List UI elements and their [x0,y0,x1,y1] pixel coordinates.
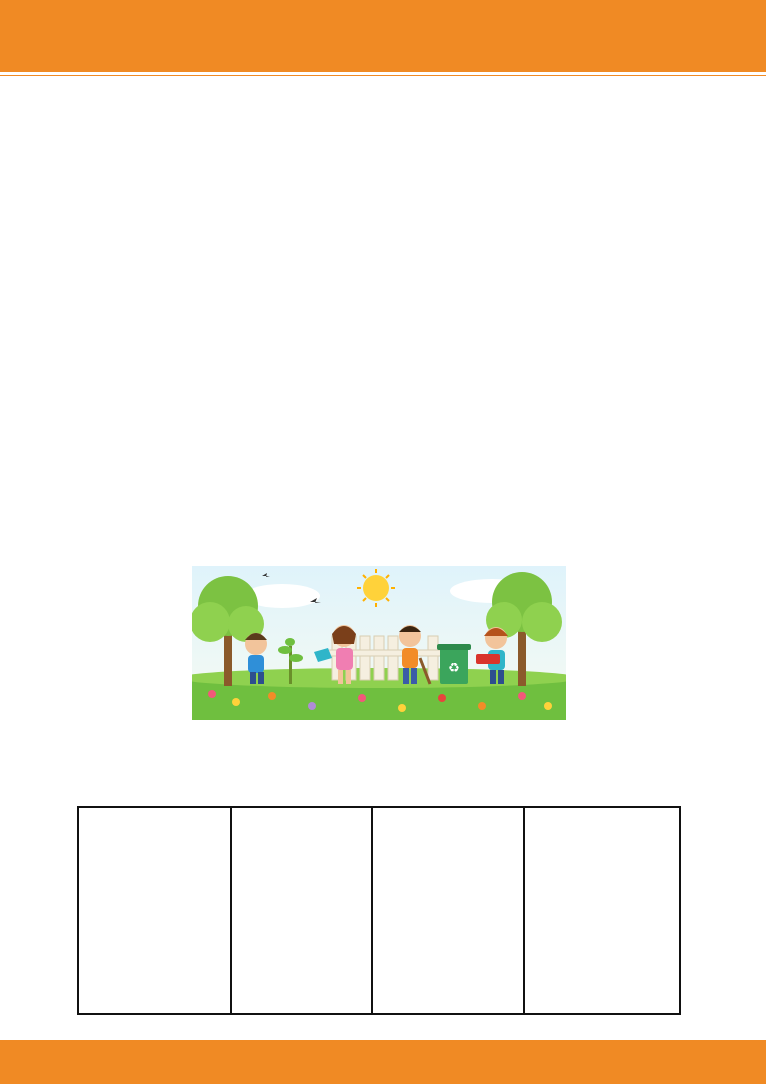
table-row [78,892,680,931]
option-cell [78,807,231,853]
svg-text:♻: ♻ [448,661,460,676]
header-bar [0,0,766,76]
option-cell [78,970,231,1014]
header-divider [0,72,766,75]
option-cell [524,807,680,853]
option-cell [524,892,680,931]
best-english-pages-logo [66,120,186,196]
option-cell [524,970,680,1014]
spring-planting-illustration [192,566,566,720]
option-cell [78,853,231,892]
option-cell [524,853,680,892]
option-cell [78,892,231,931]
table-row [78,931,680,970]
option-cell [372,931,524,970]
option-cell [372,853,524,892]
option-cell [78,931,231,970]
answer-options-table [77,806,681,1015]
recycling-bin-icon [437,644,471,684]
option-cell [231,892,372,931]
option-cell [524,931,680,970]
option-cell [231,807,372,853]
option-cell [372,892,524,931]
table-row [78,807,680,853]
footer-bar [0,1040,766,1084]
option-cell [372,970,524,1014]
left-decorative-border [0,104,28,1044]
top-decorative-border [0,78,766,104]
option-cell [372,807,524,853]
table-row [78,970,680,1014]
right-decorative-border [735,104,766,1044]
table-row [78,853,680,892]
option-cell [231,931,372,970]
option-cell [231,970,372,1014]
option-cell [231,853,372,892]
